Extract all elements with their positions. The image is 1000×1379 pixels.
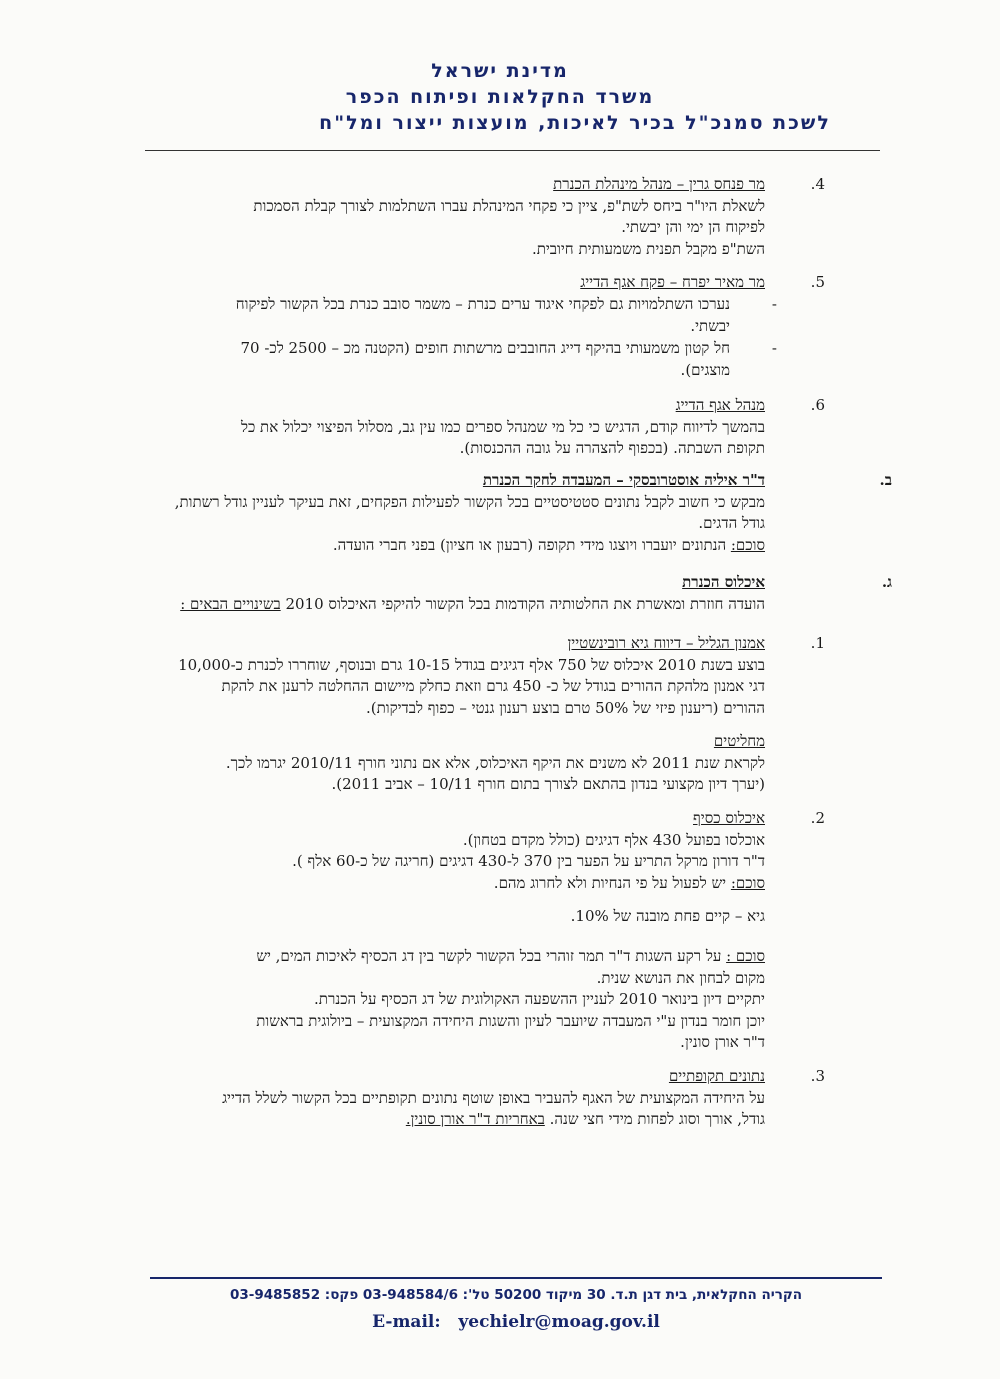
item-number: 2.: [810, 809, 825, 827]
header-divider: [145, 150, 880, 151]
item-number: 3.: [810, 1067, 825, 1085]
item-title: מר פנחס גרין – מנהל מינהלת הכנרת: [553, 175, 765, 193]
footer-address: הקריה החקלאית, בית דגן ת.ד. 30 מיקוד 50200 טל': 03-948584/6 פקס: 03-9485852: [229, 1287, 803, 1303]
email-address[interactable]: yechielr@moag.gov.il: [458, 1312, 660, 1332]
bullet-line: נערכו השתלמויות גם לפקחי איגוד ערים כנרת – משמר סובב כנרת בכל הקשור לפיקוח: [235, 295, 730, 313]
item-title: נתונים תקופתיים: [668, 1067, 765, 1085]
agreed-line: [120, 946, 765, 968]
agreed-text: הנתונים יועברו ויוצגו מידי תקופה (רבעון או חציון) בפני חברי הועדה.: [332, 535, 731, 554]
item-line: לשאלת היו"ר ביחס לשת"פ, ציין כי פקחי המינהלת עברו השתלמות לצורך קבלת הסמכות: [253, 196, 765, 215]
item-line: לפיקוח הן ימי והן יבשתי.: [621, 218, 765, 236]
decision-line: (יערך דיון מקצועי בנדון בהתאם לצורך בתום חורף 10/11 – אביב 2011).: [331, 775, 765, 793]
item-title: איכלוס כסיף: [693, 809, 765, 827]
section-intro: [60, 594, 765, 616]
item-number: 5.: [810, 273, 825, 291]
section-title: ד"ר איליה אוסטרובסקי – המעבדה לחקר הכנרת: [482, 471, 765, 489]
agreed-line: [60, 535, 765, 557]
section-title: איכלוס הכנרת: [682, 573, 765, 591]
item-text: גודל, אורך וסוג לפחות מידי חצי שנה.: [544, 1110, 765, 1128]
bullet-line: מוצגים).: [680, 360, 730, 379]
footer: [150, 1283, 882, 1337]
agreed-label: סוכם:: [730, 873, 765, 892]
agreed-line: [100, 873, 765, 895]
section-line: מבקש כי חשוב לקבל נתונים סטטיסטיים בכל הקשור לפעילות הפקחים, זאת בעיקר לעניין גודל רשתות,: [174, 492, 765, 511]
letterhead-country: מדינת ישראל: [431, 60, 569, 82]
section-line: גודל הדגים.: [698, 514, 765, 532]
email-label: E-mail:: [372, 1312, 441, 1332]
intro-underlined: בשינויים הבאים :: [180, 594, 281, 613]
intro-text: הועדה חוזרת ומאשרת את החלטותיה הקודמות בכל הקשור להיקפי האיכלוס 2010: [280, 594, 765, 613]
item-number: 1.: [810, 634, 825, 652]
dash-bullet: -: [771, 339, 777, 357]
decision-title: מחליטים: [713, 732, 765, 750]
agreed-label: סוכם :: [726, 947, 765, 965]
item-title: מר מאיר יפרח – פקח אגף הדייג: [580, 273, 765, 291]
item-line: בהמשך לדיווח קודם, הדגיש כי כל מי שמנהל ספרים כמו עין גב, מסלול הפיצוי יכלול את כל: [240, 417, 765, 436]
footer-email-line: [150, 1307, 882, 1337]
item-line: ד"ר דורון מרקל התריע על הפער בין 370 ל-430 דגיגים (חריגה של כ-60 אלף ).: [292, 852, 765, 870]
note-line: גיא – קיים פחת מובנה של 10%.: [570, 907, 765, 925]
item-line: [95, 1109, 765, 1131]
letterhead: [0, 58, 1000, 136]
responsibility: באחריות ד"ר אורן סונין.: [405, 1110, 545, 1128]
letterhead-ministry: משרד החקלאות ופיתוח הכפר: [345, 86, 655, 108]
item-line: השת"פ מקבל תפנית משמעותית חיובית.: [531, 239, 765, 258]
letterhead-office: לשכת סמנכ"ל בכיר לאיכות, מועצות ייצור ומל"ח: [319, 112, 831, 134]
agreed-line: ד"ר אורן סונין.: [680, 1033, 765, 1051]
item-line: בוצע בשנת 2010 איכלוס של 750 אלף דגיגים בגודל 10-15 גרם ובנוסף, שוחררו לכנרת כ-10,000: [178, 655, 765, 674]
item-number: 6.: [810, 396, 825, 414]
item-title: מנהל אגף הדייג: [675, 396, 765, 414]
agreed-line: יוכן חומר בנדון ע"י המעבדה שיועבר לעיון והשגות היחידה המקצועית – ביולוגית בראשות: [256, 1011, 765, 1030]
agreed-text: על רקע השגות ד"ר תמר זוהרי בכל הקשור לקשר בין דג הכסיף לאיכות המים, יש: [256, 947, 727, 965]
item-line: תקופת השבתה. (בכפוף להצהרה על גובה ההכנסות).: [459, 439, 765, 457]
section-letter: ג.: [881, 573, 892, 591]
item-line: על היחידה המקצועית של האגף להעביר באופן שוטף נתונים תקופתיים בכל הקשור לשלל הדייג: [222, 1088, 765, 1107]
bullet-line: חל קטון משמעותי בהיקף דייג החובבים מרשתות חופים (הקטנה מכ – 2500 לכ- 70: [240, 339, 730, 357]
item-number: 4.: [810, 175, 825, 193]
agreed-text: יש לפעול על פי הנחיות ולא לחרוג מהם.: [493, 873, 731, 892]
item-line: אוכלסו בפועל 430 אלף דגיגים (כולל מקדם בטחון).: [462, 830, 765, 849]
decision-line: לקראת שנת 2011 לא משנים את היקף האיכלוס, אלא אם נתוני חורף 2010/11 יגרמו לכך.: [225, 753, 765, 772]
footer-divider: [150, 1277, 882, 1279]
item-line: ההורים (ריענון פיזי של 50% טרם בוצע רענון גנטי – כפוף לבדיקות).: [365, 698, 765, 717]
agreed-line: יתקיים דיון בינואר 2010 לעניין ההשפעה האקולוגית של דג הכסיף על הכנרת.: [314, 990, 765, 1008]
agreed-label: סוכם:: [730, 535, 765, 554]
bullet-line: יבשתי.: [690, 316, 730, 335]
section-letter: ב.: [879, 471, 892, 489]
dash-bullet: -: [771, 295, 777, 313]
agreed-line: מקום לבחון את הנושא שנית.: [596, 968, 765, 987]
item-title: אמנון הגליל – דיווח גיא רובינשטיין: [567, 634, 765, 652]
item-line: דגי אמנון מלהקת ההורים בגודל של כ- 450 גרם וזאת כחלק מיישום ההחלטה לרענן את להקת: [221, 677, 765, 695]
